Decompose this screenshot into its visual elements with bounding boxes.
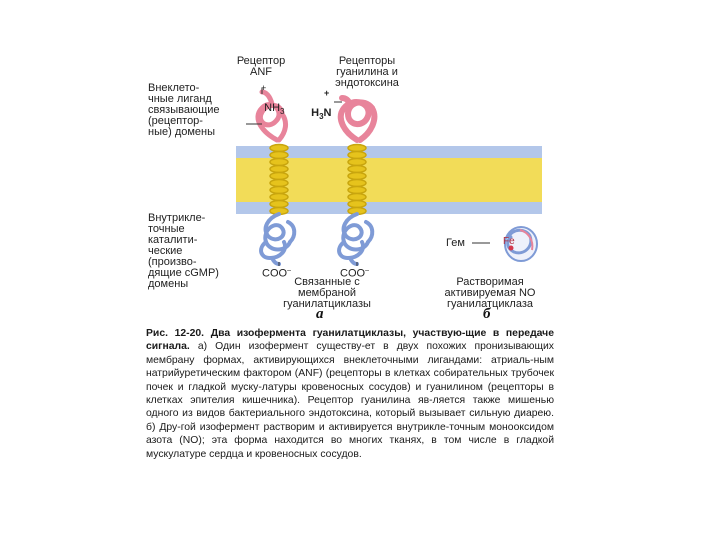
heme-label: Гем [446, 237, 465, 249]
guanylin-receptor-extracellular-domain [341, 98, 375, 140]
h3n-subscript: 3 [319, 112, 324, 121]
nh3-charge: + [261, 83, 267, 93]
iron-label: Fe [503, 236, 515, 247]
receptor-anf-label: Рецептор ANF [236, 55, 286, 78]
figure-caption [146, 327, 554, 461]
membrane-bound-label: Связанные с мембраной гуанилатциклазы [283, 276, 371, 310]
panel-b-label: б [483, 306, 491, 322]
h3n-nitrogen: N [323, 107, 332, 119]
coo-right-label: COO– [340, 267, 369, 280]
panel-a-label: а [316, 306, 324, 322]
nh3-subscript: 3 [280, 107, 285, 116]
soluble-label: Растворимая активируемая NO гуанилатциклаза [444, 276, 536, 310]
receptors-guanylin-label: Рецепторы гуанилина и эндотоксина [335, 55, 399, 89]
nh3-text: NH [264, 102, 281, 114]
extracellular-domains-label: Внеклето- чные лиганд связывающие (рецептор- ные) домены [148, 82, 220, 138]
h3n-text: H [311, 107, 320, 119]
guanylin-receptor-intracellular-domain [339, 214, 372, 264]
coo-left-label: COO– [262, 267, 291, 280]
nh3-label [258, 83, 285, 116]
h3n-charge: + [324, 88, 330, 98]
h3n-label [305, 88, 332, 121]
anf-receptor-intracellular-domain [261, 214, 294, 264]
caption-body: а) Один изофермент существу-ет в двух похожих пронизывающих мембрану формах, активирующихся внеклеточными лигандами: атриаль-ным натрийуретическим фактором (ANF) (рецепторы в клетках собирательных трубочек почек и гладкой муску-латуры кровеносных сосудов) и гуанилином (рецепторы в клетках эпителия кишечника). Рецептор гуанилина яв-ляется также мишенью одного из видов бактериального эндотоксина, который вызывает сильную диарею. б) Дру-гой изофермент растворим и активируется внутрикле-точным монооксидом азота (NO); эта форма находится во многих тканях, в том числе в гладкой мускулатуре сердца и кровеносных сосудов. [146, 341, 554, 460]
caption-title: Рис. 12-20. Два изофермента гуанилатциклазы, участвую-щие в передаче сигнала. [146, 328, 554, 353]
intracellular-domains-label: Внутрикле- точные каталити- ческие (произво- дящие cGMP) домены [148, 212, 219, 290]
